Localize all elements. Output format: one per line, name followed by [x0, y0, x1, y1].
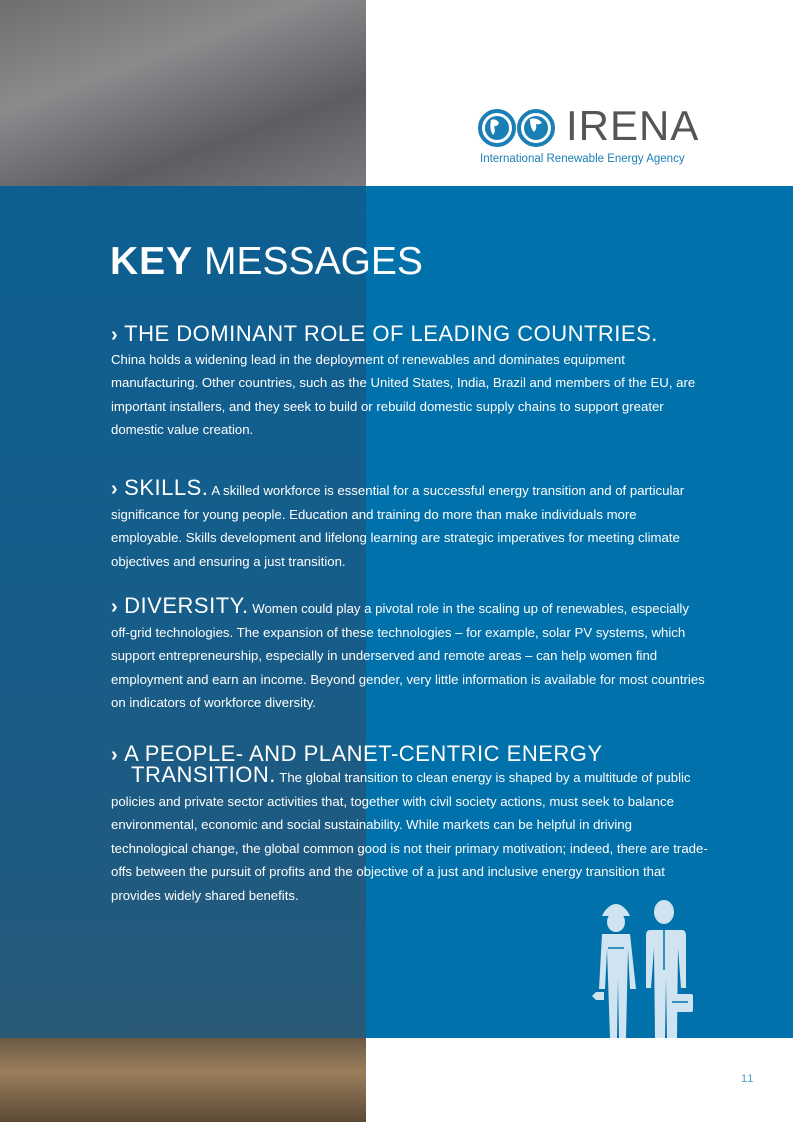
heading-text-line1: A PEOPLE- AND PLANET-CENTRIC ENERGY: [124, 741, 603, 766]
heading-text: DIVERSITY.: [124, 593, 249, 618]
workers-illustration: [582, 898, 698, 1038]
chevron-right-icon: ›: [111, 596, 119, 618]
page-title: [110, 240, 423, 284]
title-bold: KEY: [110, 240, 194, 283]
cover-photo-bottom: [0, 1038, 366, 1122]
section-heading: [111, 593, 249, 618]
logo-wordmark: IRENA: [566, 102, 700, 149]
irena-logo: [478, 102, 700, 165]
chevron-right-icon: ›: [111, 324, 119, 346]
section-body: China holds a widening lead in the deployment of renewables and dominates equipment manufacturing. Other countries, such as the United States, India, Brazil and members of the EU, are important installers, and they seek to build or rebuild domestic supply chains to support greater domestic value creation.: [111, 351, 696, 437]
infinity-globe-icon: [478, 108, 558, 148]
key-message-people-planet: [111, 742, 711, 907]
section-body: Women could play a pivotal role in the scaling up of renewables, especially off-grid technologies. The expansion of these technologies – for example, solar PV systems, which support entrepreneurship, especially in underserved and remote areas – can help women find employment and earn an income. Beyond gender, very little information is available for most countries on indicators of workforce diversity.: [111, 601, 705, 710]
logo-subtitle: International Renewable Energy Agency: [480, 153, 685, 165]
key-message-skills: [111, 476, 711, 573]
heading-text-line2: TRANSITION.: [131, 762, 276, 787]
section-body: A skilled workforce is essential for a successful energy transition and of particular significance for young people. Education and training do more than make individuals more employable. Skills development and lifelong learning are strategic imperatives for meeting climate objectives and ensuring a just transition.: [111, 483, 685, 569]
heading-text: SKILLS.: [124, 475, 209, 500]
key-message-diversity: [111, 594, 711, 715]
title-rest: MESSAGES: [193, 240, 423, 283]
section-body: The global transition to clean energy is shaped by a multitude of public policies and private sector activities that, together with civil society actions, must seek to balance environmental, economic and social sustainability. While markets can be helpful in driving technological change, the global common good is not their primary motivation; indeed, there are trade-offs between the pursuit of profits and the objective of a just and inclusive energy transition that provides widely shared benefits.: [111, 770, 708, 903]
page-number: 11: [741, 1073, 755, 1085]
key-message-leading-countries: [111, 322, 711, 442]
section-heading: [111, 475, 208, 500]
heading-text: THE DOMINANT ROLE OF LEADING COUNTRIES.: [124, 321, 658, 346]
chevron-right-icon: ›: [111, 744, 119, 766]
section-heading: [111, 322, 711, 348]
cover-photo-top: [0, 0, 366, 186]
chevron-right-icon: ›: [111, 478, 119, 500]
